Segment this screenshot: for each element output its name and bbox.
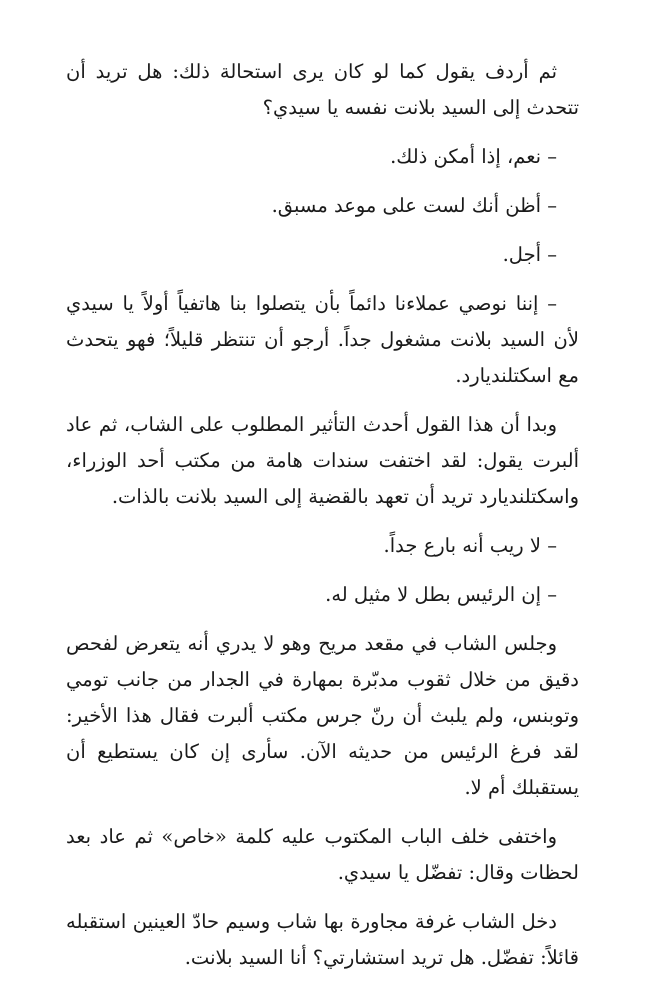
dialog-line-skilled: – لا ريب أنه بارع جداً. xyxy=(383,534,557,557)
paragraph-1: ثم أردف يقول كما لو كان يرى استحالة ذلك: هل تريد أن تتحدث إلى السيد بلانت نفسه يا سيدي؟ xyxy=(66,60,579,119)
paragraph-mr-blunt: دخل الشاب غرفة مجاورة بها شاب وسيم حادّ العينين استقبله قائلاً: تفضّل. هل تريد استشارتي؟ أنا السيد بلانت. xyxy=(66,910,579,969)
paragraph-young-man-seated: وجلس الشاب في مقعد مريح وهو لا يدري أنه يتعرض لفحص دقيق من خلال ثقوب مدبّرة بمهارة في الجدار من جانب تومي وتوبنس، ولم يلبث أن رنّ جرس مكتب ألبرت فقال هذا الأخير: لقد فرغ الرئيس من حديثه الآن. سأرى إن كان يستطيع أن يستقبلك أم لا. xyxy=(66,632,579,799)
dialog-line-no-appointment: – أظن أنك لست على موعد مسبق. xyxy=(271,194,557,217)
dialog-line-boss-hero: – إن الرئيس بطل لا مثيل له. xyxy=(325,583,557,606)
paragraph-private-door: واختفى خلف الباب المكتوب عليه كلمة «خاص» ثم عاد بعد لحظات وقال: تفضّل يا سيدي. xyxy=(66,825,579,884)
paragraph-albert: وبدا أن هذا القول أحدث التأثير المطلوب على الشاب، ثم عاد ألبرت يقول: لقد اختفت سندات هامة من مكتب أحد الوزراء، واسكتلنديارد تريد أن تعهد بالقضية إلى السيد بلانت بالذات. xyxy=(66,413,579,508)
dialog-line-recommend-call: – إننا نوصي عملاءنا دائماً بأن يتصلوا بنا هاتفياً أولاً يا سيدي لأن السيد بلانت مشغول جداً. أرجو أن تنتظر قليلاً؛ فهو يتحدث مع اسكتلنديارد. xyxy=(66,292,579,387)
dialog-line-indeed: – أجل. xyxy=(502,243,557,266)
dialog-line-yes: – نعم، إذا أمكن ذلك. xyxy=(390,145,557,168)
